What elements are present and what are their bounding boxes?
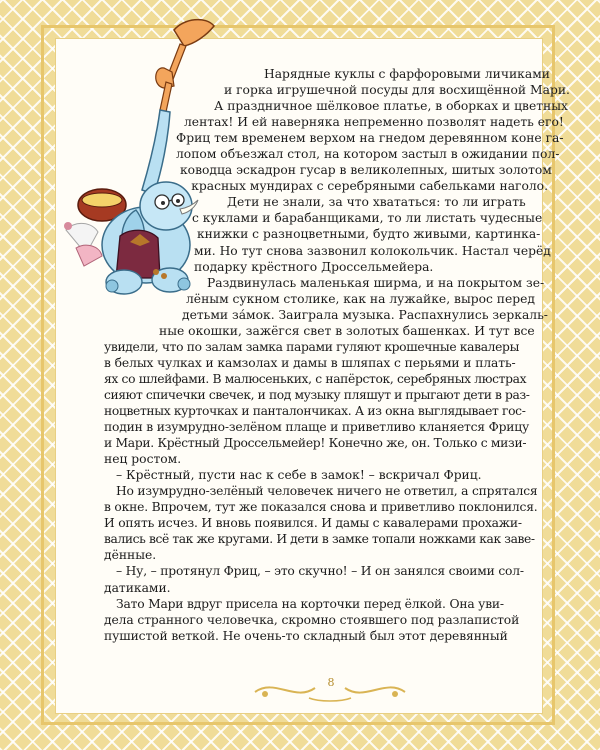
text-line: в окне. Впрочем, тут же показался снова и приветливо поклонился. [104,500,538,515]
text-line: сияют спичечки свечек, и под музыку пляшут и прыгают дети в раз- [104,387,530,402]
text-line: Фриц тем временем верхом на гнедом деревянном коне га- [176,131,564,146]
text-line: И опять исчез. И вновь появился. И дамы с кавалерами прохажи- [104,516,522,531]
text-line: Нарядные куклы с фарфоровыми личиками [264,67,550,81]
text-line: книжки с разноцветными, будто живыми, картинка- [197,227,541,242]
text-line: нец ростом. [104,452,182,467]
text-line: и Мари. Крёстный Дроссельмейер! Конечно же, он. Только с мизи- [104,436,527,451]
page-number: 8 [327,676,335,689]
text-line: Раздвинулась маленькая ширма, и на покрытом зе- [207,275,545,290]
text-line: вались всё так же кругами. И дети в замке топали ножками как заве- [104,532,535,547]
text-line: ные окошки, зажёгся свет в золотых башенках. И тут все [159,323,535,338]
text-line: в белых чулках и камзолах и дамы в шляпах с перьями и плать- [104,355,516,370]
text-line: Дети не знали, за что хвататься: то ли играть [227,195,526,210]
text-line: – Ну, – протянул Фриц, – это скучно! – И он занялся своими сол- [116,564,524,579]
text-line: пушистой веткой. Не очень-то складный был этот деревянный [104,628,508,643]
text-line: Но изумрудно-зелёный человечек ничего не ответил, а спрятался [116,484,538,499]
text-line: дённые. [104,548,157,563]
text-line: Зато Мари вдруг присела на корточки перед ёлкой. Она уви- [116,596,504,611]
text-line: – Крёстный, пусти нас к себе в замок! – вскричал Фриц. [116,468,482,483]
text-line: увидели, что по залам замка парами гуляют крошечные кавалеры [104,339,520,354]
text-line: ми. Но тут снова зазвонил колокольчик. Настал черёд [194,243,551,258]
text-line: лёным сукном столике, как на лужайке, вырос перед [186,291,535,306]
text-line: и горка игрушечной посуды для восхищённой Мари. [224,83,570,98]
text-line: подин в изумрудно-зелёном плаще и приветливо кланяется Фрицу [104,420,529,435]
text-line: ноцветных курточках и панталончиках. А из окна выглядывает гос- [104,403,526,418]
text-line: дела странного человечка, скромно стоявшего под разлапистой [104,612,520,627]
text-line: с куклами и барабанщиками, то ли листать чудесные [192,211,543,226]
text-line: лентах! И ей наверняка непременно позволят надеть его! [184,115,564,130]
text-line: красных мундирах с серебряными сабельками наголо. [191,179,548,194]
text-line: подарку крёстного Дроссельмейера. [194,259,434,274]
story-text [74,66,570,644]
text-line: ях со шлейфами. В малюсеньких, с напёрсток, серебряных люстрах [104,371,527,386]
text-line: ководца эскадрон гусар в великолепных, шитых золотом [180,163,552,178]
text-line: А праздничное шёлковое платье, в оборках и цветных [214,99,568,114]
text-line: детьми за́мок. Заиграла музыка. Распахнулись зеркаль- [182,307,548,322]
text-line: датиками. [104,580,171,595]
text-line: лопом объезжал стол, на котором застыл в ожидании пол- [176,147,560,162]
